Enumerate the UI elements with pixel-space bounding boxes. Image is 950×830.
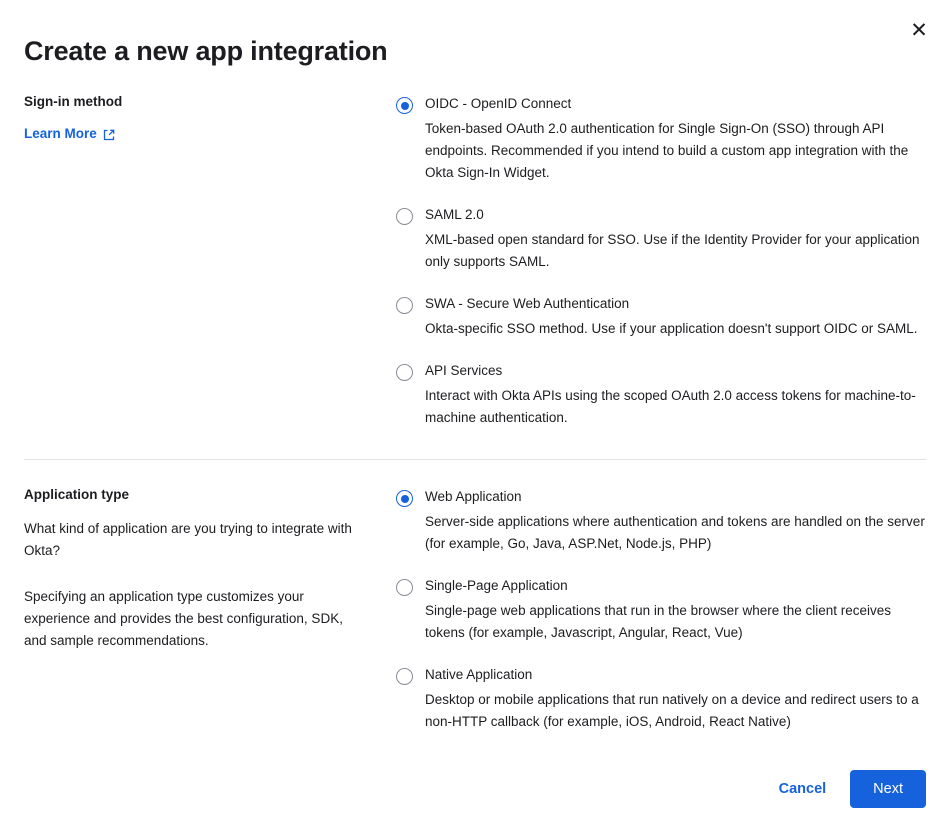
sign-in-method-options [396, 93, 926, 429]
learn-more-label: Learn More [24, 126, 97, 141]
radio-option-web-application[interactable] [396, 488, 926, 555]
radio-option-api-services-title: API Services [425, 363, 503, 378]
radio-oidc[interactable] [396, 97, 413, 114]
radio-option-single-page-application-description: Single-page web applications that run in the browser where the client receives tokens (for example, Javascript, Angular, React, Vue) [425, 603, 892, 640]
external-link-icon [103, 129, 115, 141]
radio-option-saml-title: SAML 2.0 [425, 207, 484, 222]
radio-option-web-application-title: Web Application [425, 489, 522, 504]
sign-in-method-left [24, 93, 396, 143]
radio-option-api-services-body [425, 362, 926, 429]
radio-option-native-application-title: Native Application [425, 667, 533, 682]
radio-option-oidc[interactable] [396, 95, 926, 184]
radio-option-saml[interactable] [396, 206, 926, 273]
radio-option-swa-body [425, 295, 926, 340]
application-type-description-2: Specifying an application type customizes your experience and provides the best configuration, SDK, and sample recommendations. [24, 589, 343, 648]
cancel-button[interactable]: Cancel [773, 773, 833, 805]
radio-option-oidc-description: Token-based OAuth 2.0 authentication for Single Sign-On (SSO) through API endpoints. Recommended if you intend to build a custom app integration with the Okta Sign-In Widget. [425, 121, 909, 180]
radio-option-oidc-title: OIDC - OpenID Connect [425, 96, 572, 111]
sign-in-method-label: Sign-in method [24, 94, 123, 109]
radio-option-saml-description: XML-based open standard for SSO. Use if the Identity Provider for your application only supports SAML. [425, 232, 920, 269]
dialog-footer [773, 770, 926, 808]
radio-option-single-page-application[interactable] [396, 577, 926, 644]
radio-option-saml-body [425, 206, 926, 273]
radio-option-web-application-body [425, 488, 926, 555]
radio-option-api-services-description: Interact with Okta APIs using the scoped OAuth 2.0 access tokens for machine-to-machine authentication. [425, 388, 916, 425]
radio-option-api-services[interactable] [396, 362, 926, 429]
application-type-left [24, 486, 396, 652]
radio-option-oidc-body [425, 95, 926, 184]
sign-in-method-section [24, 67, 926, 429]
page-title: Create a new app integration [24, 36, 388, 66]
radio-option-native-application-body [425, 666, 926, 733]
radio-swa[interactable] [396, 297, 413, 314]
application-type-label: Application type [24, 487, 130, 502]
application-type-section [24, 460, 926, 733]
close-icon[interactable]: ✕ [906, 18, 932, 44]
radio-option-swa-title: SWA - Secure Web Authentication [425, 296, 630, 311]
application-type-description-1: What kind of application are you trying to integrate with Okta? [24, 521, 352, 558]
learn-more-link[interactable] [24, 126, 115, 141]
radio-single-page-application[interactable] [396, 579, 413, 596]
radio-option-single-page-application-title: Single-Page Application [425, 578, 568, 593]
radio-api-services[interactable] [396, 364, 413, 381]
radio-option-native-application-description: Desktop or mobile applications that run natively on a device and redirect users to a non-HTTP callback (for example, iOS, Android, React Native) [425, 692, 919, 729]
radio-option-native-application[interactable] [396, 666, 926, 733]
radio-option-single-page-application-body [425, 577, 926, 644]
radio-option-web-application-description: Server-side applications where authentication and tokens are handled on the server (for example, Go, Java, ASP.Net, Node.js, PHP) [425, 514, 925, 551]
radio-web-application[interactable] [396, 490, 413, 507]
radio-option-swa-description: Okta-specific SSO method. Use if your application doesn't support OIDC or SAML. [425, 321, 918, 336]
next-button[interactable]: Next [850, 770, 926, 808]
radio-saml[interactable] [396, 208, 413, 225]
application-type-options [396, 486, 926, 733]
radio-option-swa[interactable] [396, 295, 926, 340]
radio-native-application[interactable] [396, 668, 413, 685]
